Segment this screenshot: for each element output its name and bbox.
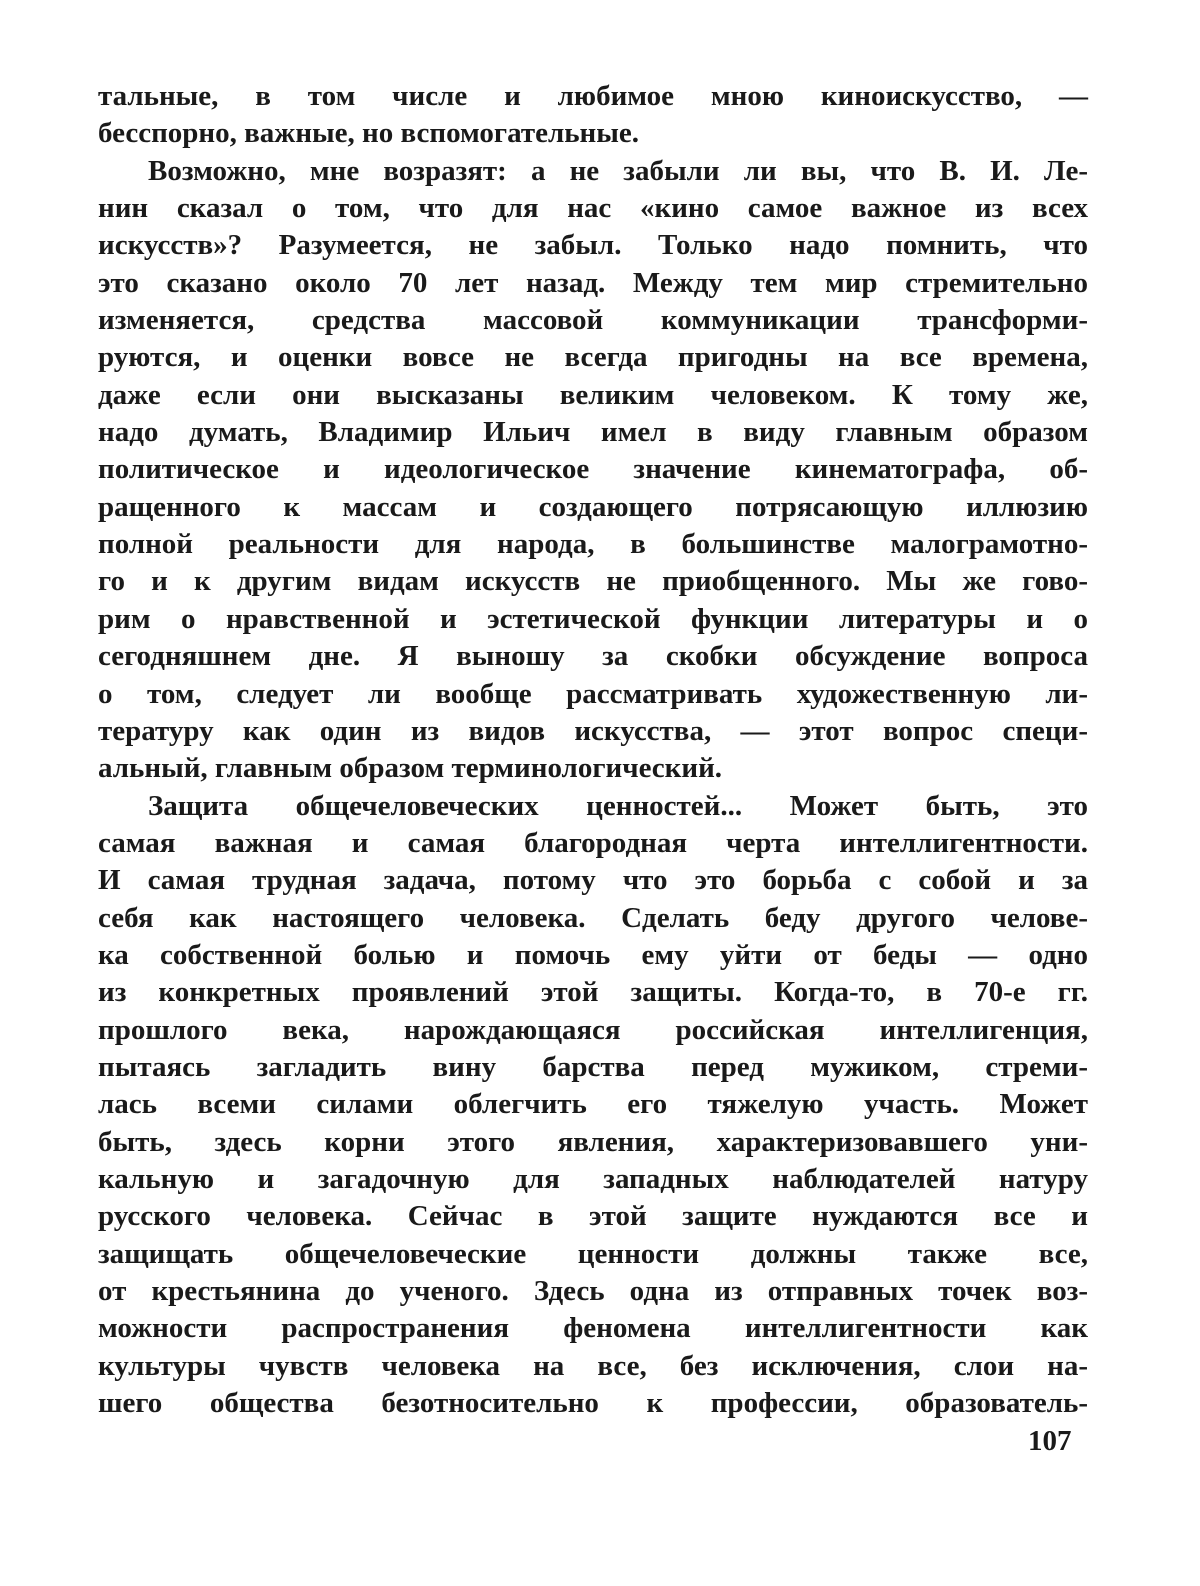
- text-line: изменяется, средства массовой коммуникации трансформи-: [98, 302, 1088, 339]
- text-line: рим о нравственной и эстетической функции литературы и о: [98, 601, 1088, 638]
- text-line: сегодняшнем дне. Я выношу за скобки обсуждение вопроса: [98, 638, 1088, 675]
- text-line: даже если они высказаны великим человеком. К тому же,: [98, 377, 1088, 414]
- text-line: лась всеми силами облегчить его тяжелую участь. Может: [98, 1086, 1088, 1123]
- text-line: политическое и идеологическое значение кинематографа, об-: [98, 451, 1088, 488]
- text-line: защищать общечеловеческие ценности должны также все,: [98, 1236, 1088, 1273]
- text-line: от крестьянина до ученого. Здесь одна из отправных точек воз-: [98, 1273, 1088, 1310]
- text-body: [98, 78, 1088, 1422]
- text-line: это сказано около 70 лет назад. Между тем мир стремительно: [98, 265, 1088, 302]
- text-line: культуры чувств человека на все, без исключения, слои на-: [98, 1348, 1088, 1385]
- text-line: прошлого века, нарождающаяся российская интеллигенция,: [98, 1012, 1088, 1049]
- text-line: шего общества безотносительно к профессии, образователь-: [98, 1385, 1088, 1422]
- text-line: ка собственной болью и помочь ему уйти от беды — одно: [98, 937, 1088, 974]
- text-line: из конкретных проявлений этой защиты. Когда-то, в 70-е гг.: [98, 974, 1088, 1011]
- text-line: альный, главным образом терминологический.: [98, 750, 1088, 787]
- text-line: быть, здесь корни этого явления, характеризовавшего уни-: [98, 1124, 1088, 1161]
- text-line: тальные, в том числе и любимое мною киноискусство, —: [98, 78, 1088, 115]
- text-line: го и к другим видам искусств не приобщенного. Мы же гово-: [98, 563, 1088, 600]
- text-line: кальную и загадочную для западных наблюдателей натуру: [98, 1161, 1088, 1198]
- text-line: о том, следует ли вообще рассматривать художественную ли-: [98, 676, 1088, 713]
- text-line: тературу как один из видов искусства, — этот вопрос специ-: [98, 713, 1088, 750]
- text-line: пытаясь загладить вину барства перед мужиком, стреми-: [98, 1049, 1088, 1086]
- text-line: самая важная и самая благородная черта интеллигентности.: [98, 825, 1088, 862]
- text-line: бесспорно, важные, но вспомогательные.: [98, 115, 1088, 152]
- text-line: искусств»? Разумеется, не забыл. Только надо помнить, что: [98, 227, 1088, 264]
- text-line: нин сказал о том, что для нас «кино самое важное из всех: [98, 190, 1088, 227]
- text-line: полной реальности для народа, в большинстве малограмотно-: [98, 526, 1088, 563]
- text-line: надо думать, Владимир Ильич имел в виду главным образом: [98, 414, 1088, 451]
- text-line: можности распространения феномена интеллигентности как: [98, 1310, 1088, 1347]
- text-line: русского человека. Сейчас в этой защите нуждаются все и: [98, 1198, 1088, 1235]
- text-line: И самая трудная задача, потому что это борьба с собой и за: [98, 862, 1088, 899]
- paragraph-first-line: Возможно, мне возразят: а не забыли ли вы, что В. И. Ле-: [98, 153, 1088, 190]
- text-line: ращенного к массам и создающего потрясающую иллюзию: [98, 489, 1088, 526]
- text-line: руются, и оценки вовсе не всегда пригодны на все времена,: [98, 339, 1088, 376]
- text-line: себя как настоящего человека. Сделать беду другого челове-: [98, 900, 1088, 937]
- paragraph-first-line: Защита общечеловеческих ценностей... Может быть, это: [98, 788, 1088, 825]
- page-number: 107: [1028, 1425, 1072, 1458]
